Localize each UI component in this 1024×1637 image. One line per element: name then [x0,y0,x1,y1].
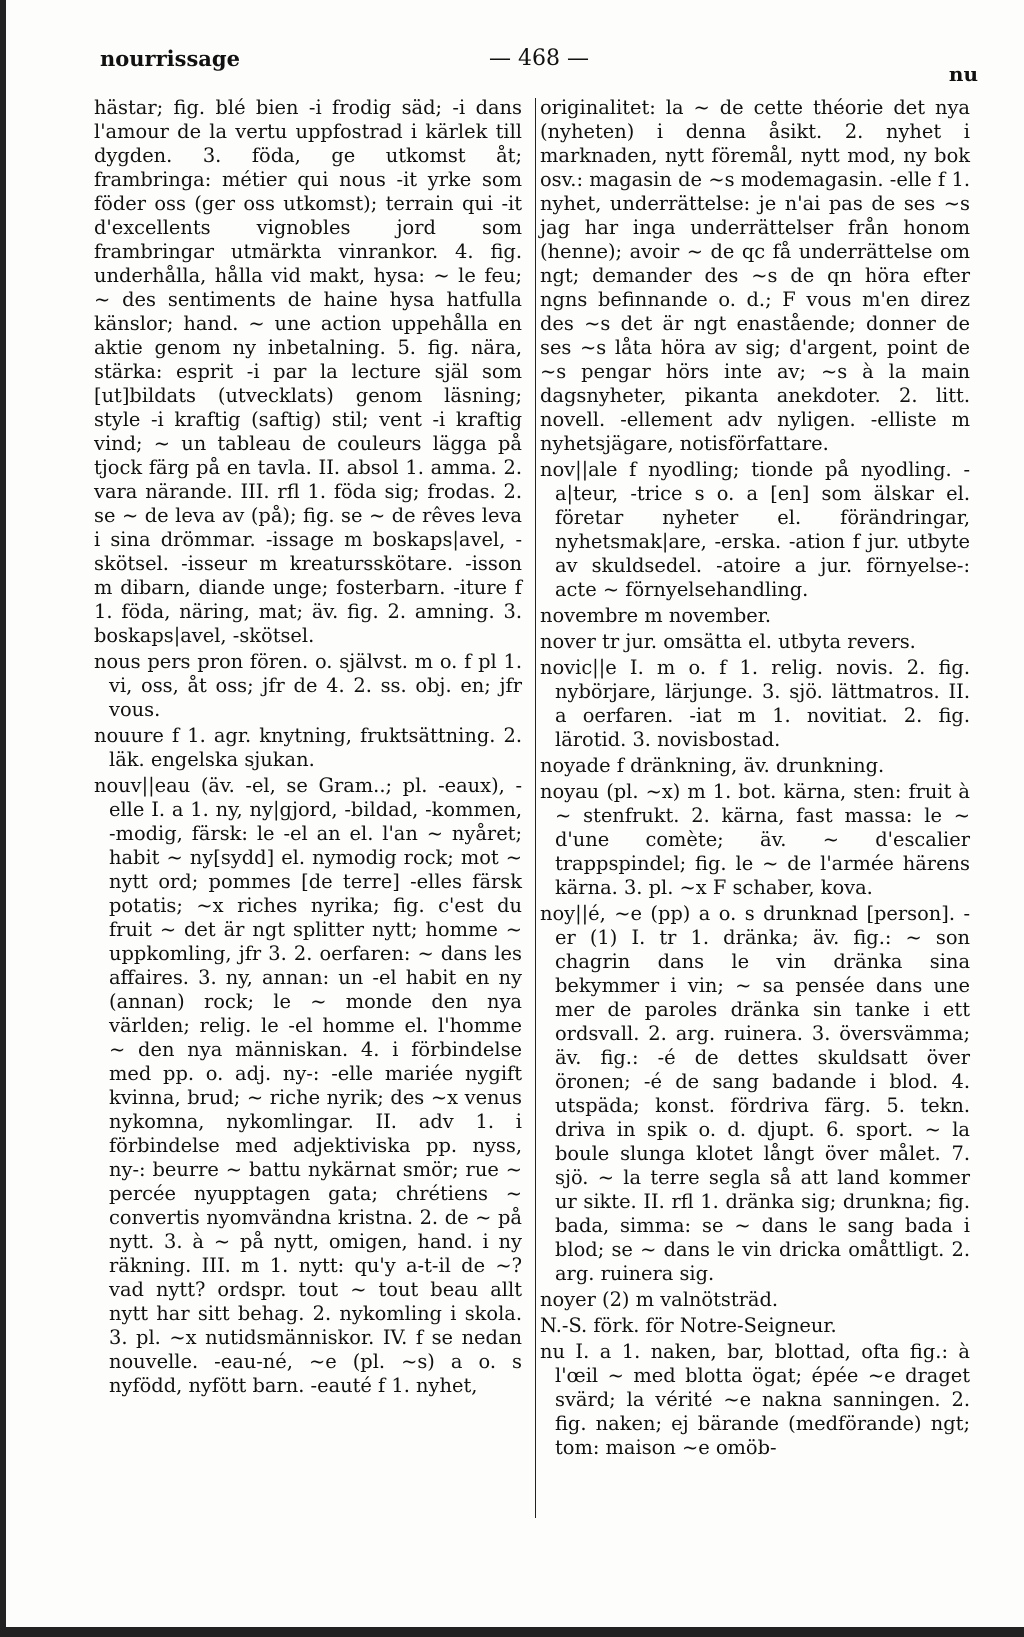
dictionary-entry: novic||e I. m o. f 1. relig. novis. 2. fig. nybörjare, lärjunge. 3. sjö. lättmatros. II. a oerfaren. -iat m 1. novitiat. 2. fig. lärotid. 3. novisbostad. [540,656,970,751]
dictionary-entry: noyau (pl. ~x) m 1. bot. kärna, sten: fruit à ~ stenfrukt. 2. kärna, fast massa: le ~ d'une comète; äv. ~ d'escalier trappspindel; fig. le ~ de l'armée härens kärna. 3. pl. ~x F schaber, kova. [540,780,970,899]
dictionary-entry: nu I. a 1. naken, bar, blottad, ofta fig.: à l'œil ~ med blotta ögat; épée ~e draget svärd; la vérité ~e nakna sanningen. 2. fig. naken; ej bärande (medförande) ngt; tom: maison ~e omöb- [540,1340,970,1459]
dictionary-entry: N.-S. förk. för Notre-Seigneur. [540,1314,837,1337]
page-number: — 468 — [489,46,589,71]
dictionary-entry: noyer (2) m valnötsträd. [540,1288,779,1311]
dictionary-entry: novembre m november. [540,604,772,627]
dictionary-entry: nov||ale f nyodling; tionde på nyodling. -a|teur, -trice s o. a [en] som älskar el. företar nyheter el. förändringar, nyhetsmak|are, -erska. -ation f jur. utbyte av skuldsedel. -atoire a jur. förnyelse-: acte ~ förnyelsehandling. [540,458,970,601]
dictionary-entry: noyade f dränkning, äv. drunkning. [540,754,885,777]
dictionary-entry: nover tr jur. omsätta el. utbyta revers. [540,630,916,653]
dictionary-entry: nouure f 1. agr. knytning, fruktsättning. 2. läk. engelska sjukan. [94,724,522,771]
page-header [100,46,978,86]
dictionary-entry: hästar; fig. blé bien -i frodig säd; -i dans l'amour de la vertu uppfostrad i kärlek till dygden. 3. föda, ge utkomst åt; frambringa: métier qui nous -it yrke som föder oss (ger oss utkomst); terrain qui -it d'excellents vignobles jord som frambringar utmärkta vinrankor. 4. fig. underhålla, hålla vid makt, hysa: ~ le feu; ~ des sentiments de haine hysa hatfulla känslor; hand. ~ une action uppehålla en aktie genom ny inbetalning. 5. fig. nära, stärka: esprit -i par la lecture själ som [ut]bildats (utvecklats) genom läsning; style -i kraftig (saftig) stil; vent -i kraftig vind; ~ un tableau de couleurs lägga på tjock färg på en tavla. II. absol 1. amma. 2. vara närande. III. rfl 1. föda sig; frodas. 2. se ~ de leva av (på); fig. se ~ de rêves leva i sina drömmar. -issage m boskaps|avel, -skötsel. -isseur m kreatursskötare. -isson m dibarn, diande unge; fosterbarn. -iture f 1. föda, näring, mat; äv. fig. 2. amning. 3. boskaps|avel, -skötsel. [94,96,522,647]
dictionary-entry: nous pers pron fören. o. självst. m o. f pl 1. vi, oss, åt oss; jfr de 4. 2. ss. obj. en; jfr vous. [94,650,522,721]
running-head-left: nourrissage [100,46,240,71]
right-column [540,96,970,1462]
column-divider [535,98,536,1518]
running-head-right: nu [948,62,978,86]
left-column [94,96,522,1400]
dictionary-entry: noy||é, ~e (pp) a o. s drunknad [person]. -er (1) I. tr 1. dränka; äv. fig.: ~ son chagrin dans le vin dränka sina bekymmer i vin; ~ sa pensée dans une mer de paroles dränka sin tanke i ett ordsvall. 2. arg. ruinera. 3. översvämma; äv. fig.: -é de dettes skuldsatt över öronen; -é de sang badande i blod. 4. utspäda; konst. fördriva färg. 5. tekn. driva in spik o. d. djupt. 6. sport. ~ la boule slunga klotet långt över målet. 7. sjö. ~ la terre segla så att land kommer ur sikte. II. rfl 1. dränka sig; drunkna; fig. bada, simma: se ~ dans le sang bada i blod; se ~ dans le vin dricka omåttligt. 2. arg. ruinera sig. [540,902,970,1285]
dictionary-entry: nouv||eau (äv. -el, se Gram..; pl. -eaux), -elle I. a 1. ny, ny|gjord, -bildad, -kommen, -modig, färsk: le -el an el. l'an ~ nyåret; habit ~ ny[sydd] el. nymodig rock; mot ~ nytt ord; pommes [de terre] -elles färsk potatis; ~x riches nyrika; fig. c'est du fruit ~ det är ngt splitter nytt; homme ~ uppkomling, jfr 3. 2. oerfaren: ~ dans les affaires. 3. ny, annan: un -el habit en ny (annan) rock; le ~ monde den nya världen; relig. le -el homme el. l'homme ~ den nya människan. 4. i förbindelse med pp. o. adj. ny-: -elle mariée nygift kvinna, brud; ~ riche nyrik; des ~x venus nykomna, nykomlingar. II. adv 1. i förbindelse med adjektiviska pp. nyss, ny-: beurre ~ battu nykärnat smör; rue ~ percée nyupptagen gata; chrétiens ~ convertis nyomvändna kristna. 2. de ~ på nytt. 3. à ~ på nytt, omigen, hand. i ny räkning. III. m 1. nytt: qu'y a-t-il de ~? vad nytt? ordspr. tout ~ tout beau allt nytt har sitt behag. 2. nykomling i skola. 3. pl. ~x nutidsmänniskor. IV. f se nedan nouvelle. -eau-né, ~e (pl. ~s) a o. s nyfödd, nyfött barn. -eauté f 1. nyhet, [94,774,522,1397]
dictionary-entry: originalitet: la ~ de cette théorie det nya (nyheten) i denna åsikt. 2. nyhet i marknaden, nytt föremål, nytt mod, ny bok osv.: magasin de ~s modemagasin. -elle f 1. nyhet, underrättelse: je n'ai pas de ses ~s jag har inga underrättelser från honom (henne); avoir ~ de qc få underrättelse om ngt; demander des ~s de qn höra efter ngns befinnande o. d.; F vous m'en direz des ~s det är ngt enastående; donner de ses ~s låta höra av sig; d'argent, point de ~s pengar hörs inte av; ~s à la main dagsnyheter, pikanta anekdoter. 2. litt. novell. -ellement adv nyligen. -elliste m nyhetsjägare, notisförfattare. [540,96,970,455]
